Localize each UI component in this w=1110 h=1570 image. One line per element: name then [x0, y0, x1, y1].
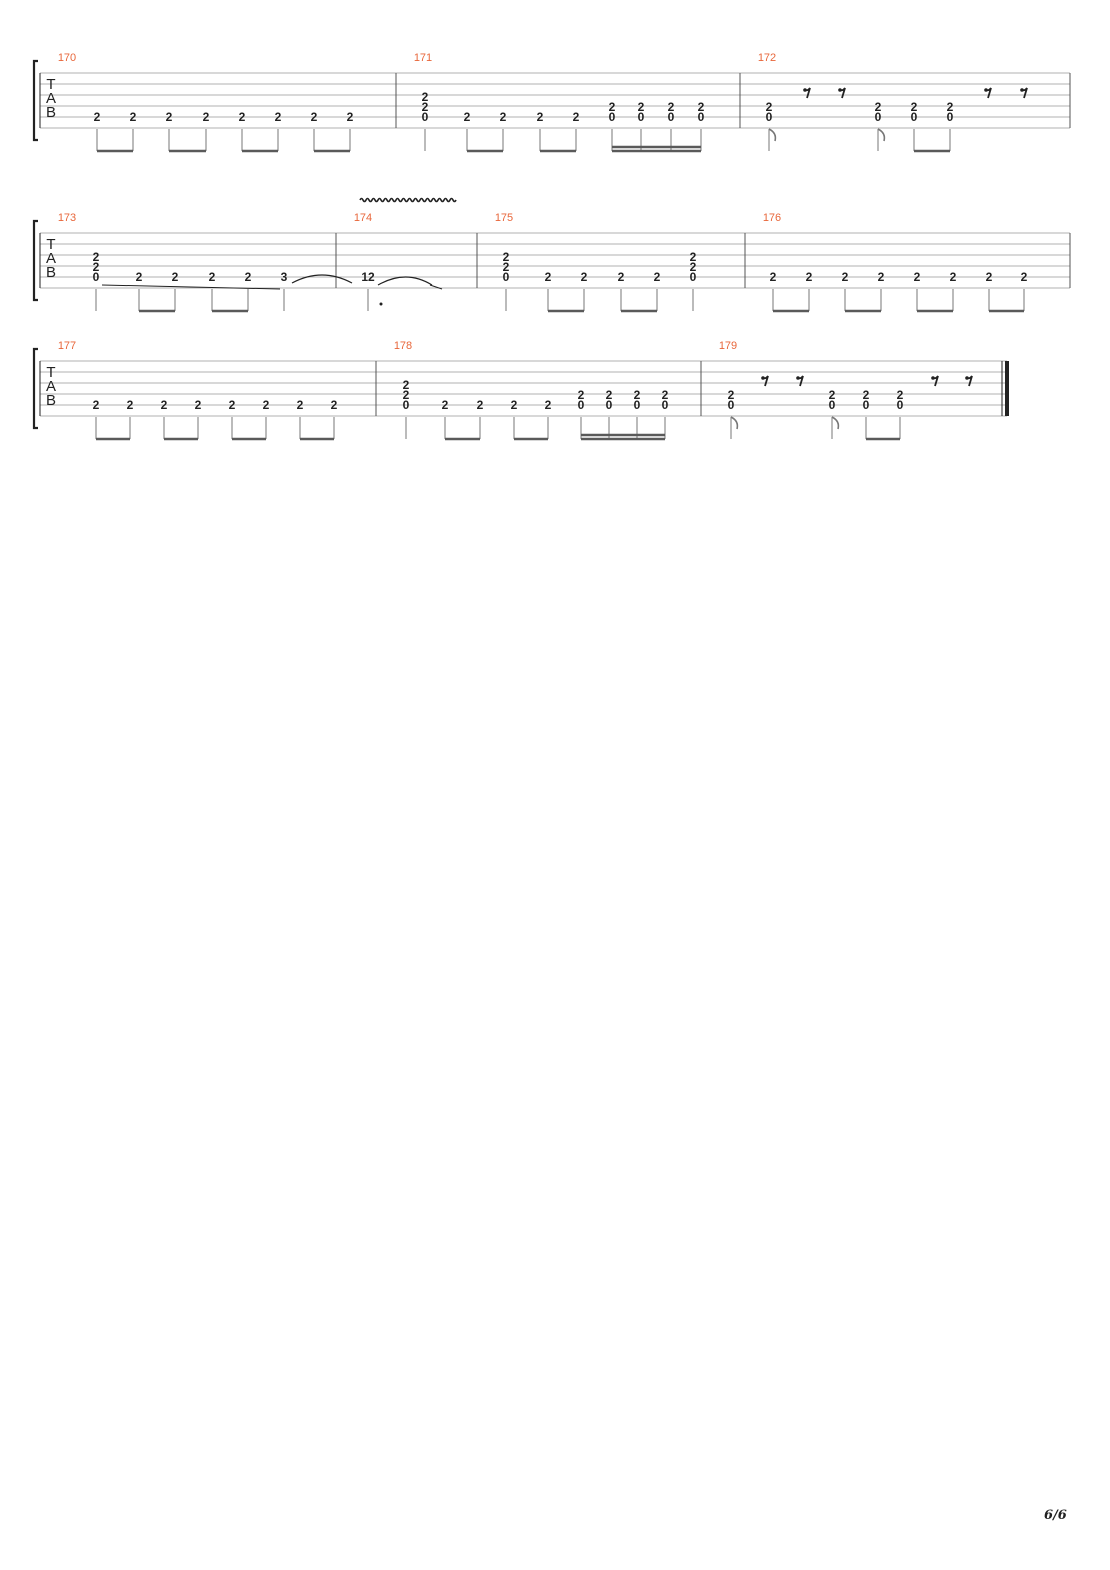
measure-number: 172	[757, 52, 777, 64]
fret-number: 2	[874, 100, 882, 114]
note-flag	[878, 129, 884, 141]
system-bracket	[34, 221, 38, 300]
eighth-rest-dot	[1020, 88, 1024, 92]
system-1	[34, 52, 1070, 151]
fret-number: 2	[502, 250, 510, 264]
fret-number: 2	[346, 110, 354, 124]
measure-number: 170	[57, 52, 77, 64]
fret-number: 2	[510, 398, 518, 412]
eighth-rest-dot	[838, 88, 842, 92]
fret-number: 0	[828, 398, 836, 412]
tab-clef-letter: A	[45, 90, 57, 107]
fret-number: 2	[228, 398, 236, 412]
measure-number: 171	[413, 52, 433, 64]
fret-number: 2	[135, 270, 143, 284]
fret-number: 2	[697, 100, 705, 114]
tie-arc	[378, 277, 432, 285]
eighth-rest-dot	[984, 88, 988, 92]
fret-number: 2	[310, 110, 318, 124]
fret-number: 0	[502, 270, 510, 284]
fret-number: 2	[499, 110, 507, 124]
tie-arc	[292, 275, 352, 283]
fret-number: 2	[202, 110, 210, 124]
tab-clef-letter: A	[45, 378, 57, 395]
measure-number: 175	[494, 212, 514, 224]
dotted-note-dot	[380, 303, 383, 306]
fret-number: 2	[165, 110, 173, 124]
fret-number: 2	[92, 250, 100, 264]
note-flag	[832, 417, 838, 429]
fret-number: 12	[361, 270, 375, 284]
fret-number: 2	[544, 270, 552, 284]
system-3	[34, 340, 1007, 439]
fret-number: 2	[661, 388, 669, 402]
fret-number: 2	[129, 110, 137, 124]
tab-clef-letter: T	[46, 236, 56, 253]
fret-number: 2	[633, 388, 641, 402]
fret-number: 0	[661, 398, 669, 412]
fret-number: 0	[637, 110, 645, 124]
fret-number: 0	[946, 110, 954, 124]
fret-number: 2	[637, 100, 645, 114]
eighth-rest-dot	[796, 376, 800, 380]
measure-number: 177	[57, 340, 77, 352]
fret-number: 2	[896, 388, 904, 402]
note-flag	[769, 129, 775, 141]
tab-clef-letter: B	[45, 104, 57, 121]
fret-number: 2	[402, 378, 410, 392]
tab-clef-letter: T	[46, 364, 56, 381]
fret-number: 2	[689, 250, 697, 264]
fret-number: 0	[689, 270, 697, 284]
fret-number: 2	[765, 100, 773, 114]
fret-number: 0	[667, 110, 675, 124]
fret-number: 2	[238, 110, 246, 124]
fret-number: 2	[262, 398, 270, 412]
fret-number: 2	[171, 270, 179, 284]
fret-number: 2	[877, 270, 885, 284]
fret-number: 0	[421, 110, 429, 124]
fret-number: 2	[402, 388, 410, 402]
system-2	[34, 212, 1070, 311]
measure-number: 179	[718, 340, 738, 352]
measure-number: 176	[762, 212, 782, 224]
fret-number: 2	[727, 388, 735, 402]
fret-number: 2	[421, 100, 429, 114]
system-bracket	[34, 349, 38, 428]
fret-number: 0	[92, 270, 100, 284]
measure-number: 173	[57, 212, 77, 224]
fret-number: 0	[910, 110, 918, 124]
fret-number: 2	[274, 110, 282, 124]
fret-number: 2	[92, 260, 100, 274]
fret-number: 2	[330, 398, 338, 412]
fret-number: 2	[502, 260, 510, 274]
vibrato-line	[360, 199, 456, 202]
tab-clef-letter: A	[45, 250, 57, 267]
fret-number: 0	[874, 110, 882, 124]
fret-number: 2	[441, 398, 449, 412]
page-number: 6/6	[1044, 1508, 1067, 1523]
fret-number: 0	[896, 398, 904, 412]
fret-number: 2	[653, 270, 661, 284]
fret-number: 0	[608, 110, 616, 124]
fret-number: 2	[421, 90, 429, 104]
fret-number: 0	[605, 398, 613, 412]
fret-number: 2	[949, 270, 957, 284]
fret-number: 2	[536, 110, 544, 124]
fret-number: 2	[841, 270, 849, 284]
fret-number: 2	[572, 110, 580, 124]
fret-number: 2	[913, 270, 921, 284]
fret-number: 2	[208, 270, 216, 284]
fret-number: 2	[476, 398, 484, 412]
fret-number: 2	[126, 398, 134, 412]
fret-number: 2	[667, 100, 675, 114]
fret-number: 2	[689, 260, 697, 274]
tab-clef-letter: B	[45, 392, 57, 409]
fret-number: 2	[769, 270, 777, 284]
fret-number: 2	[463, 110, 471, 124]
fret-number: 2	[544, 398, 552, 412]
fret-number: 0	[862, 398, 870, 412]
tab-clef-letter: T	[46, 76, 56, 93]
note-flag	[731, 417, 737, 429]
fret-number: 0	[633, 398, 641, 412]
fret-number: 2	[194, 398, 202, 412]
eighth-rest-dot	[965, 376, 969, 380]
fret-number: 0	[765, 110, 773, 124]
fret-number: 2	[985, 270, 993, 284]
eighth-rest-dot	[931, 376, 935, 380]
fret-number: 0	[577, 398, 585, 412]
fret-number: 2	[805, 270, 813, 284]
fret-number: 0	[727, 398, 735, 412]
fret-number: 2	[296, 398, 304, 412]
fret-number: 2	[92, 398, 100, 412]
measure-number: 178	[393, 340, 413, 352]
system-bracket	[34, 61, 38, 140]
fret-number: 0	[697, 110, 705, 124]
fret-number: 2	[617, 270, 625, 284]
measure-number: 174	[353, 212, 373, 224]
fret-number: 2	[93, 110, 101, 124]
fret-number: 2	[828, 388, 836, 402]
tab-clef-letter: B	[45, 264, 57, 281]
fret-number: 2	[910, 100, 918, 114]
fret-number: 2	[160, 398, 168, 412]
fret-number: 0	[402, 398, 410, 412]
fret-number: 2	[608, 100, 616, 114]
fret-number: 2	[244, 270, 252, 284]
eighth-rest-dot	[761, 376, 765, 380]
eighth-rest-dot	[803, 88, 807, 92]
fret-number: 2	[946, 100, 954, 114]
fret-number: 2	[605, 388, 613, 402]
fret-number: 3	[280, 270, 288, 284]
fret-number: 2	[862, 388, 870, 402]
fret-number: 2	[1020, 270, 1028, 284]
fret-number: 2	[580, 270, 588, 284]
fret-number: 2	[577, 388, 585, 402]
